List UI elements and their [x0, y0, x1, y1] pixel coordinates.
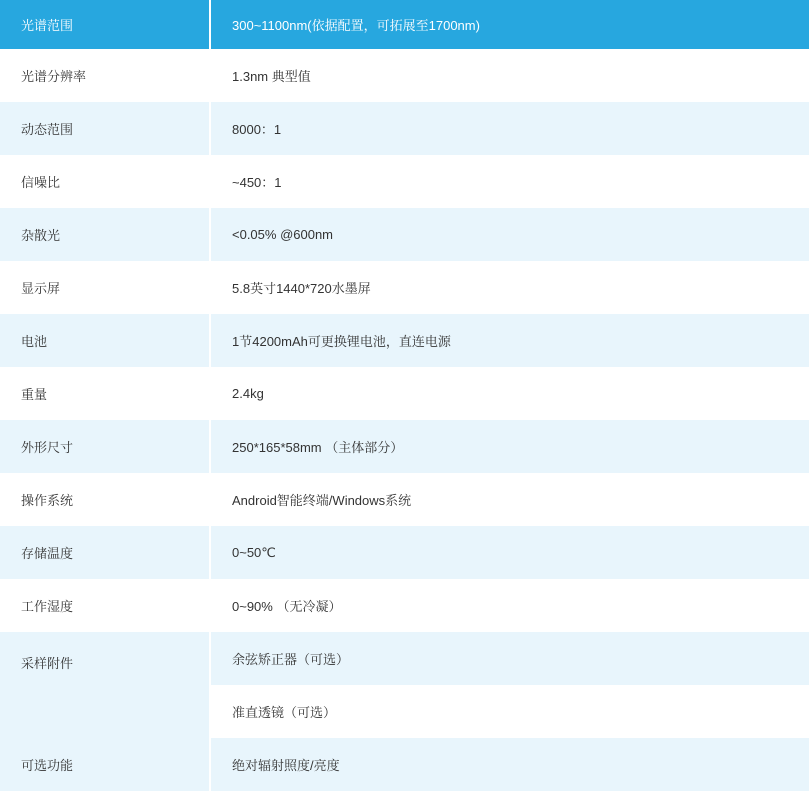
- table-row: [0, 155, 809, 208]
- accessory-value: 余弦矫正器（可选）: [210, 632, 809, 685]
- row-value: Android智能终端/Windows系统: [210, 473, 809, 526]
- row-value: 250*165*58mm （主体部分）: [210, 420, 809, 473]
- row-value: 1节4200mAh可更换锂电池，直连电源: [210, 314, 809, 367]
- row-value: 1.3nm 典型值: [210, 49, 809, 102]
- table-row: [0, 102, 809, 155]
- row-label: 信噪比: [0, 155, 210, 208]
- row-label: 重量: [0, 367, 210, 420]
- table-row: [0, 579, 809, 632]
- row-label: 电池: [0, 314, 210, 367]
- accessories-label: 采样附件: [0, 632, 210, 738]
- table-row: [0, 632, 809, 685]
- optional-value: 绝对辐射照度/亮度: [210, 738, 809, 791]
- row-label: 光谱分辨率: [0, 49, 210, 102]
- table-row: [0, 526, 809, 579]
- row-value: 0~50℃: [210, 526, 809, 579]
- table-row: [0, 261, 809, 314]
- table-row: [0, 420, 809, 473]
- row-value: <0.05% @600nm: [210, 208, 809, 261]
- row-label: 工作湿度: [0, 579, 210, 632]
- optional-label: 可选功能: [0, 738, 210, 791]
- table-row: [0, 49, 809, 102]
- table-row: [0, 367, 809, 420]
- row-label: 杂散光: [0, 208, 210, 261]
- row-value: 2.4kg: [210, 367, 809, 420]
- table-row: [0, 208, 809, 261]
- row-label: 操作系统: [0, 473, 210, 526]
- row-value: ~450：1: [210, 155, 809, 208]
- table-row: [0, 473, 809, 526]
- row-label: 外形尺寸: [0, 420, 210, 473]
- row-value: 5.8英寸1440*720水墨屏: [210, 261, 809, 314]
- header-value: 300~1100nm(依据配置，可拓展至1700nm): [210, 0, 809, 49]
- accessory-value: 准直透镜（可选）: [210, 685, 809, 738]
- row-label: 动态范围: [0, 102, 210, 155]
- row-label: 显示屏: [0, 261, 210, 314]
- table-row: [0, 738, 809, 791]
- row-label: 存储温度: [0, 526, 210, 579]
- row-value: 8000：1: [210, 102, 809, 155]
- header-label: 光谱范围: [0, 0, 210, 49]
- row-value: 0~90% （无冷凝）: [210, 579, 809, 632]
- table-header-row: [0, 0, 809, 49]
- table-row: [0, 314, 809, 367]
